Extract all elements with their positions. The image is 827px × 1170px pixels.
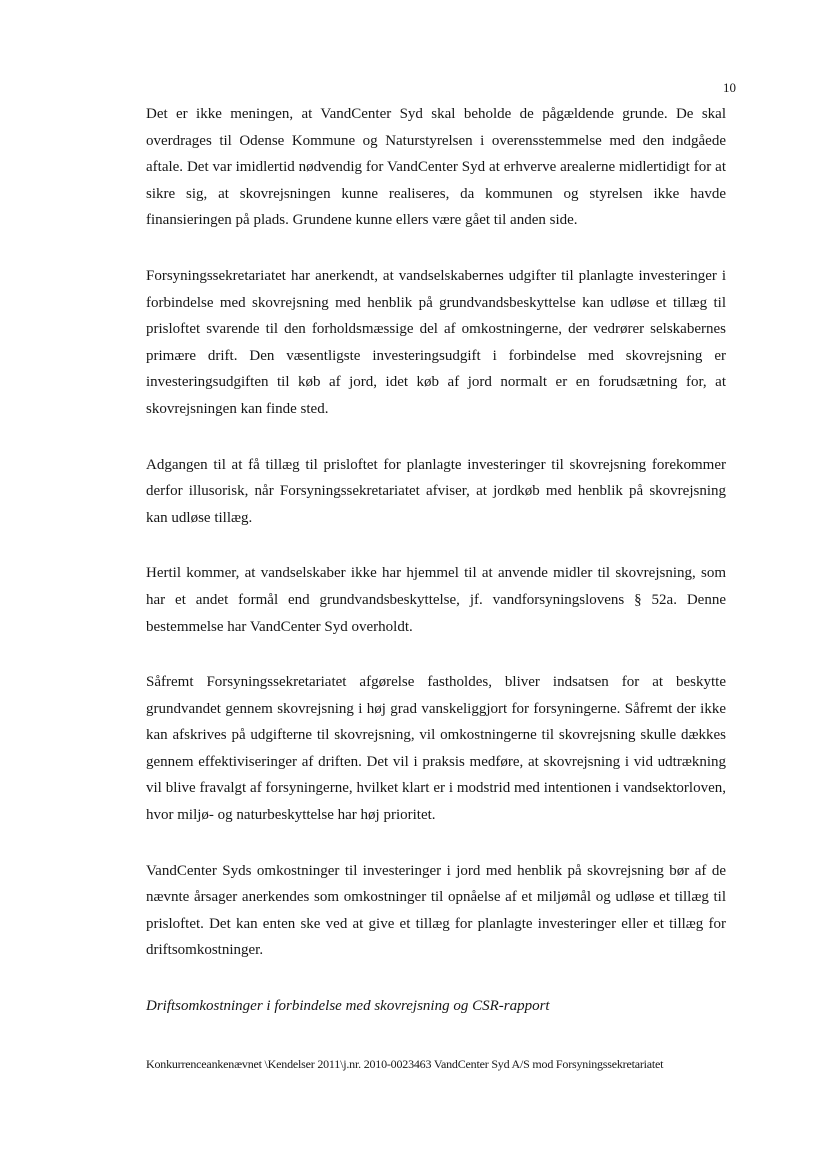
paragraph-legal-authority: Hertil kommer, at vandselskaber ikke har hjemmel til at anvende midler til skovrejsning, som har et andet formål end grundvandsbeskyttelse, jf. vandforsyningslovens § 52a. Denne bestemmelse har VandCenter Syd overholdt. — [146, 565, 726, 635]
paragraph-secretariat-recognition: Forsyningssekretariatet har anerkendt, at vandselskabernes udgifter til planlagte investeringer i forbindelse med skovrejsning med henblik på grundvandsbeskyttelse kan udløse et tillæg til prisloftet svarende til den forholdsmæssige del af omkostningerne, der vedrører selskabernes primære drift. Den væsentligste investeringsudgift i forbindelse med skovrejsning er investeringsudgiften til køb af jord, idet køb af jord normalt er en forudsætning for, at skovrejsningen kan finde sted. — [146, 267, 726, 417]
paragraph-consequences: Såfremt Forsyningssekretariatet afgørelse fastholdes, bliver indsatsen for at beskytte grundvandet gennem skovrejsning i høj grad vanskeliggjort for forsyningerne. Såfremt der ikke kan afskrives på udgifterne til skovrejsning, vil omkostningerne til skovrejsning skulle dækkes gennem effektiviseringer af driften. Det vil i praksis medføre, at skovrejsning i vid udtrækning vil blive fravalgt af forsyningerne, hvilket klart er i modstrid med intentionen i vandsektorloven, hvor miljø- og naturbeskyttelse har høj prioritet. — [146, 674, 726, 824]
page-number: 10 — [723, 80, 736, 95]
paragraph-land-purpose: Det er ikke meningen, at VandCenter Syd skal beholde de pågældende grunde. De skal overdrages til Odense Kommune og Naturstyrelsen i overensstemmelse med den indgåede aftale. Det var imidlertid nødvendig for VandCenter Syd at erhverve arealerne midlertidigt for at sikre sig, at skovrejsningen kunne realiseres, da kommunen og styrelsen ikke havde finansieringen på plads. Grundene kunne ellers være gået til anden side. — [146, 106, 726, 229]
paragraph-conclusion: VandCenter Syds omkostninger til investeringer i jord med henblik på skovrejsning bør af de nævnte årsager anerkendes som omkostninger til opnåelse af et miljømål og udløse et tillæg til prisloftet. Det kan enten ske ved at give et tillæg for planlagte investeringer eller et tillæg for driftsomkostninger. — [146, 862, 726, 959]
page-footer: Konkurrenceankenævnet \Kendelser 2011\j.nr. 2010-0023463 VandCenter Syd A/S mod Forsyningssekretariatet — [146, 1057, 664, 1071]
document-body — [146, 101, 726, 1020]
section-heading: Driftsomkostninger i forbindelse med skovrejsning og CSR-rapport — [146, 998, 550, 1015]
paragraph-illusory-access: Adgangen til at få tillæg til prisloftet for planlagte investeringer til skovrejsning forekommer derfor illusorisk, når Forsyningssekretariatet afviser, at jordkøb med henblik på skovrejsning kan udløse tillæg. — [146, 456, 726, 526]
